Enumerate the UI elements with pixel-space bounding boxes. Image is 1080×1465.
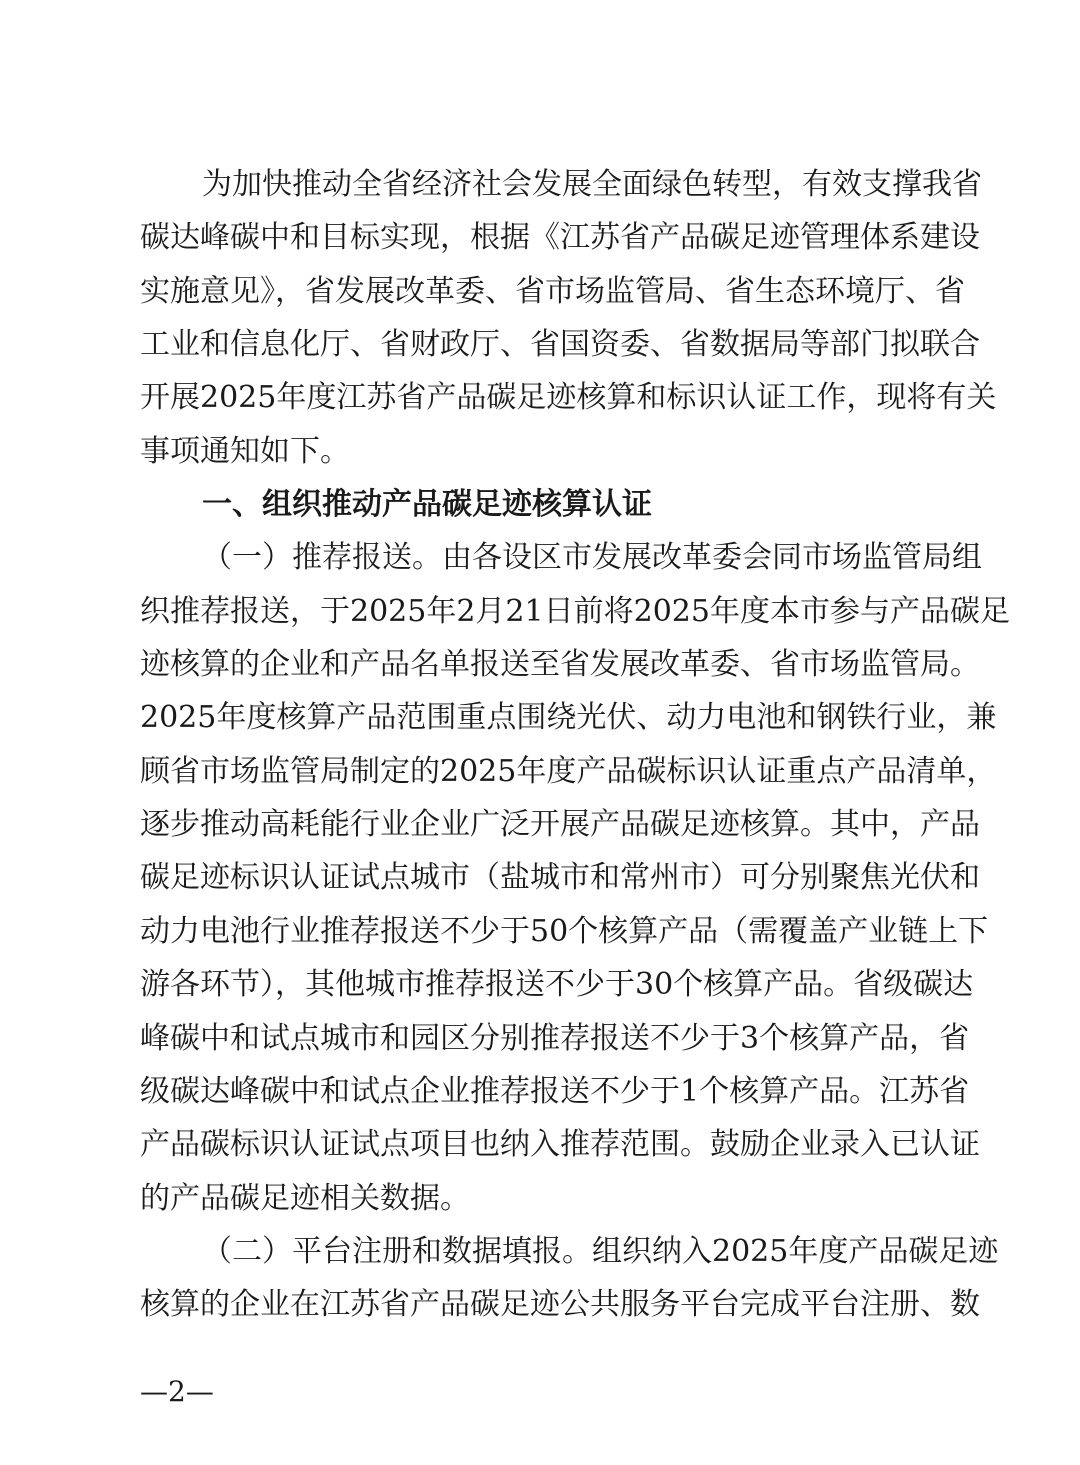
text-line: 动力电池行业推荐报送不少于50个核算产品（需覆盖产业链上下 bbox=[140, 913, 989, 949]
text-line: 迹核算的企业和产品名单报送至省发展改革委、省市场监管局。 bbox=[140, 647, 980, 683]
document-body bbox=[140, 158, 1010, 1332]
text-line: 级碳达峰碳中和试点企业推荐报送不少于1个核算产品。江苏省 bbox=[140, 1073, 970, 1109]
text-line: 工业和信息化厅、省财政厅、省国资委、省数据局等部门拟联合 bbox=[140, 327, 980, 363]
paragraph-intro bbox=[140, 158, 997, 478]
text-line: 开展2025年度江苏省产品碳足迹核算和标识认证工作，现将有关 bbox=[140, 380, 997, 416]
text-line: 事项通知如下。 bbox=[140, 433, 350, 469]
text-line: 碳达峰碳中和目标实现，根据《江苏省产品碳足迹管理体系建设 bbox=[140, 220, 980, 256]
paragraph-recommend bbox=[140, 531, 1010, 1224]
text-line: 核算的企业在江苏省产品碳足迹公共服务平台完成平台注册、数 bbox=[140, 1287, 980, 1323]
text-line: 游各环节），其他城市推荐报送不少于30个核算产品。省级碳达 bbox=[140, 967, 974, 1003]
text-line: 为加快推动全省经济社会发展全面绿色转型，有效支撑我省 bbox=[202, 167, 982, 202]
text-line: 顾省市场监管局制定的2025年度产品碳标识认证重点产品清单， bbox=[140, 753, 997, 789]
text-line: 织推荐报送，于2025年2月21日前将2025年度本市参与产品碳足 bbox=[140, 593, 1010, 629]
section-heading: 一、组织推动产品碳足迹核算认证 bbox=[202, 487, 652, 523]
text-line: 2025年度核算产品范围重点围绕光伏、动力电池和钢铁行业，兼 bbox=[140, 700, 997, 736]
text-line: 峰碳中和试点城市和园区分别推荐报送不少于3个核算产品，省 bbox=[140, 1020, 970, 1056]
text-line: （二）平台注册和数据填报。组织纳入2025年度产品碳足迹 bbox=[202, 1233, 999, 1269]
text-line: 的产品碳足迹相关数据。 bbox=[140, 1180, 470, 1216]
text-line: 实施意见》，省发展改革委、省市场监管局、省生态环境厅、省 bbox=[140, 273, 965, 309]
text-line: 产品碳标识认证试点项目也纳入推荐范围。鼓励企业录入已认证 bbox=[140, 1127, 980, 1163]
text-line: 碳足迹标识认证试点城市（盐城市和常州市）可分别聚焦光伏和 bbox=[140, 860, 980, 896]
text-line: 逐步推动高耗能行业企业广泛开展产品碳足迹核算。其中，产品 bbox=[140, 807, 980, 843]
page-number: —2— bbox=[140, 1375, 214, 1408]
text-line: （一）推荐报送。由各设区市发展改革委会同市场监管局组 bbox=[202, 540, 982, 576]
paragraph-platform bbox=[140, 1225, 999, 1332]
